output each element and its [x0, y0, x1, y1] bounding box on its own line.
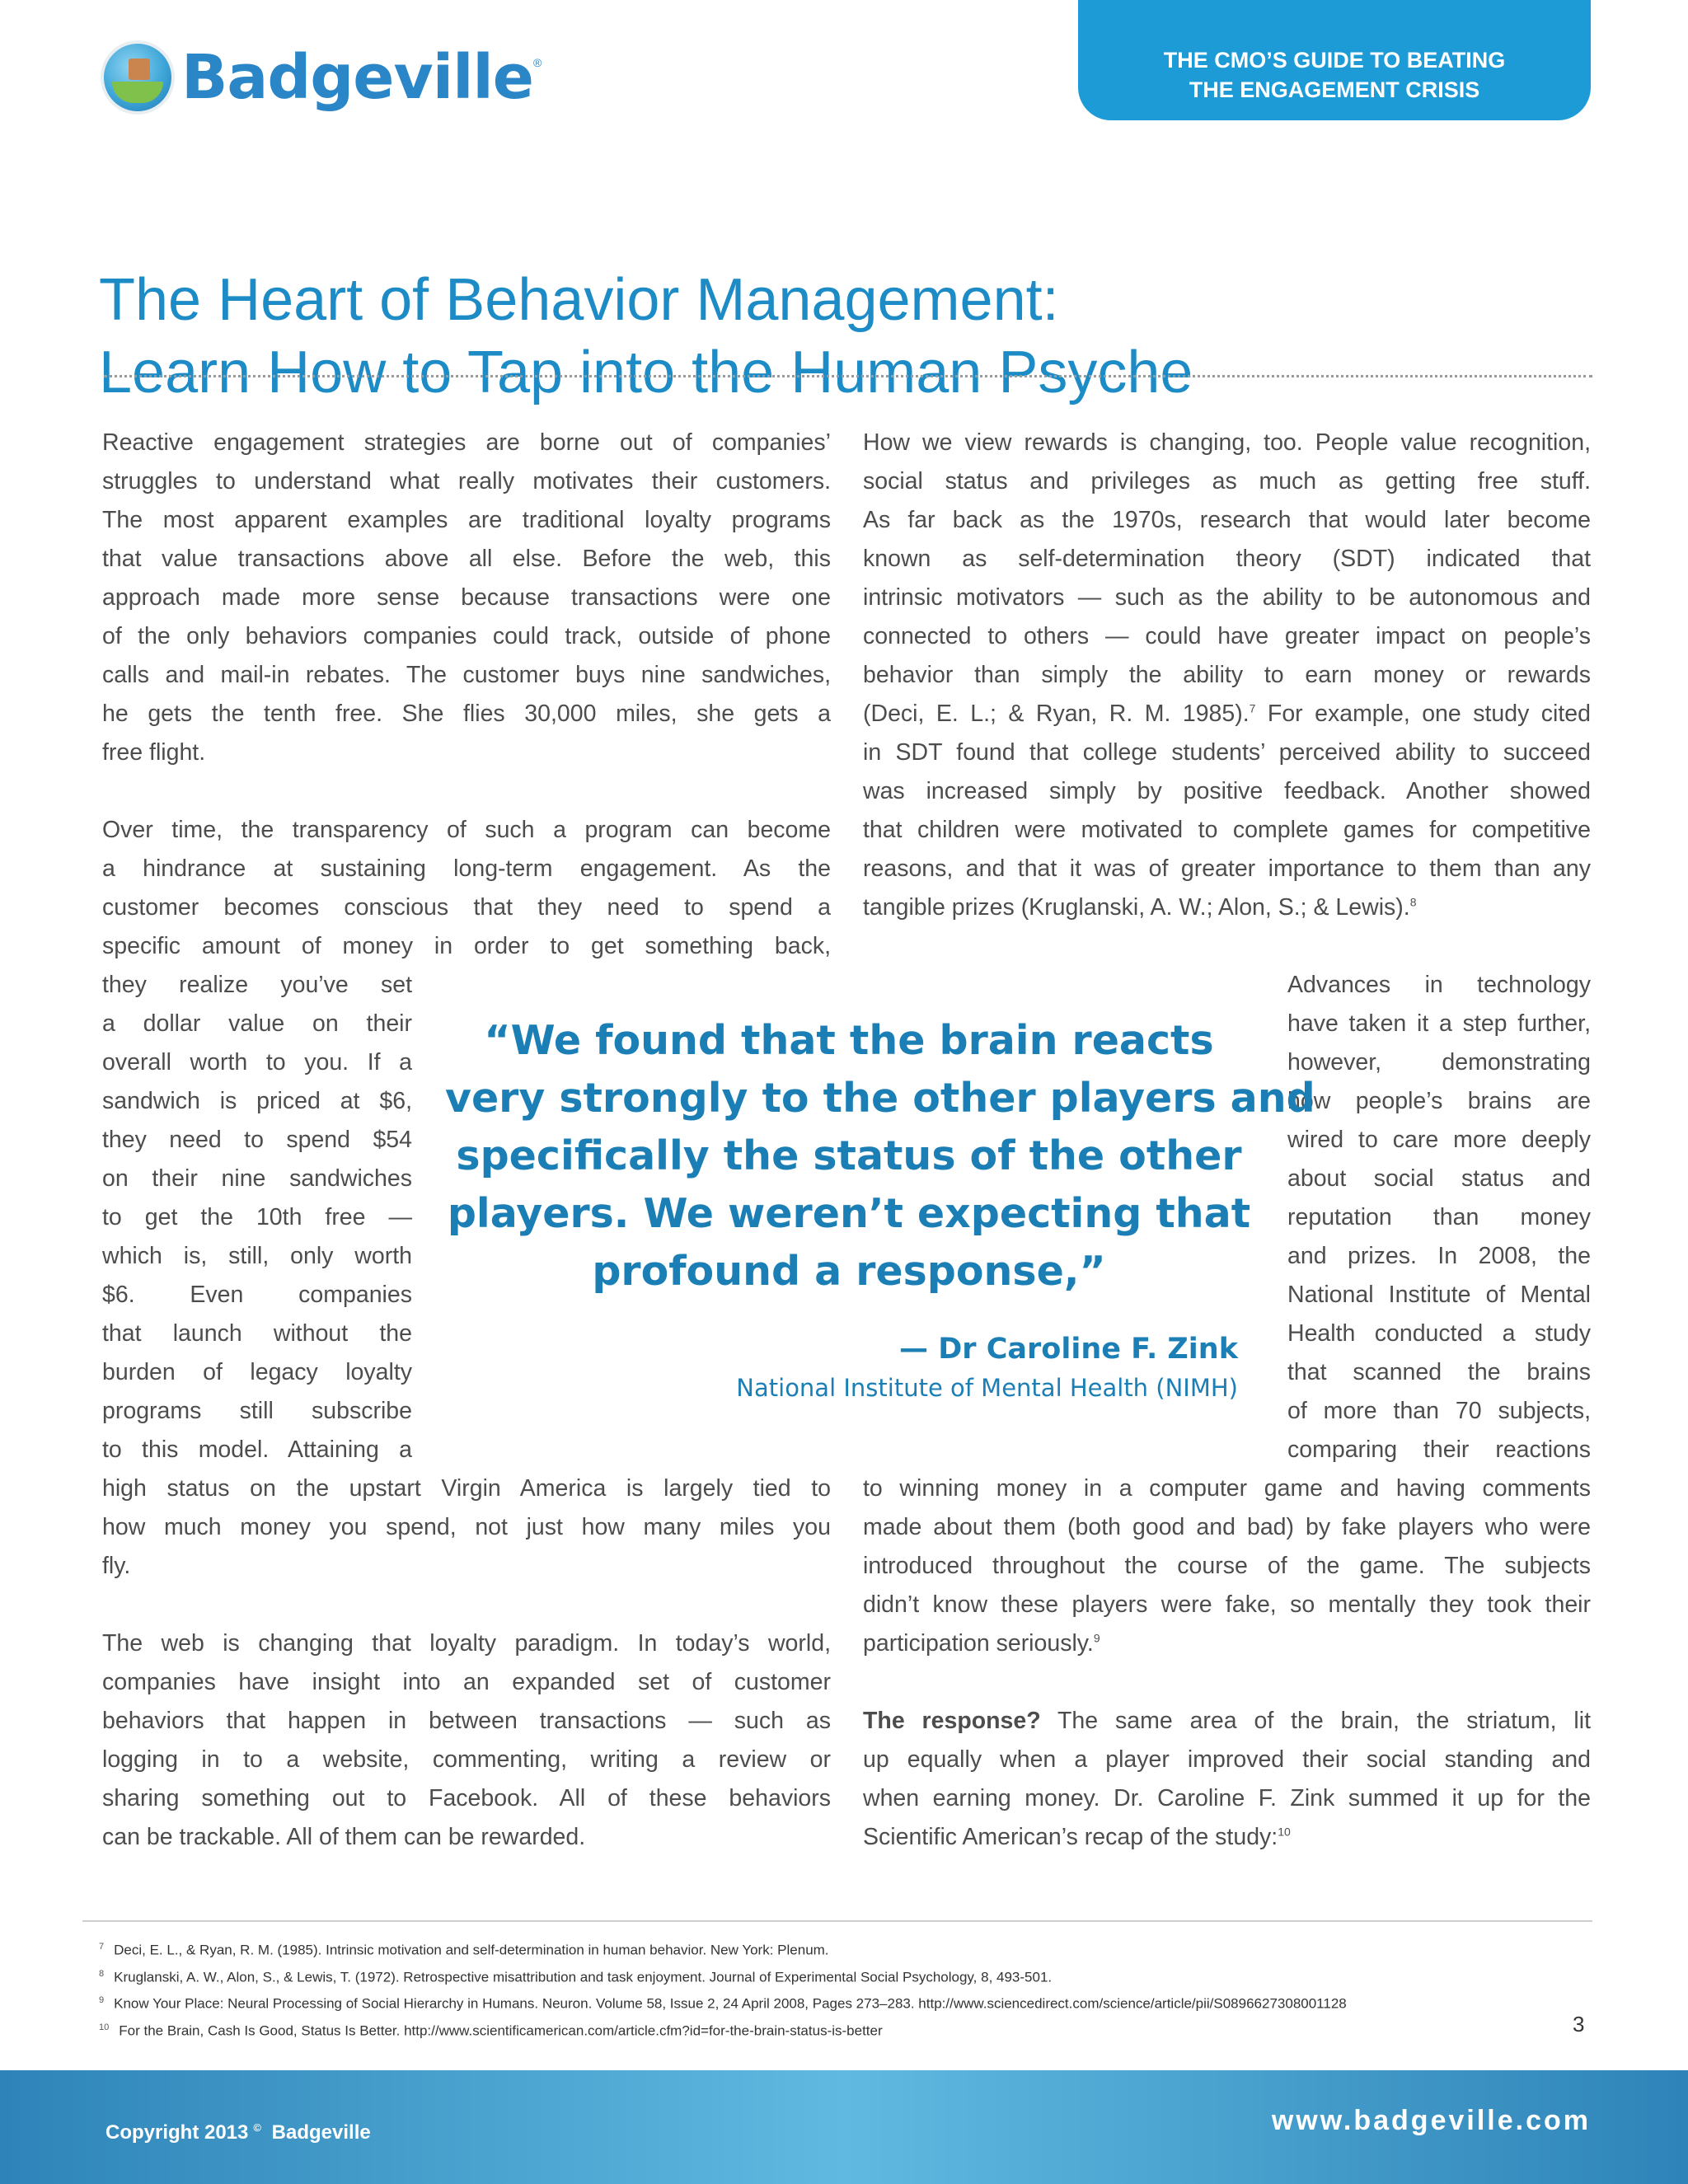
text-line: National Institute of Mental: [1287, 1282, 1591, 1308]
text-line: behaviors that happen in between transactions — such as: [102, 1708, 831, 1734]
citation-text: (Deci, E. L.; & Ryan, R. M. 1985).: [863, 701, 1250, 727]
footnote-text: Deci, E. L., & Ryan, R. M. (1985). Intrinsic motivation and self-determination in human behavior. New York: Plenum.: [114, 1942, 829, 1958]
footnote-text: Kruglanski, A. W., Alon, S., & Lewis, T. (1972). Retrospective misattribution and task enjoyment. Journal of Experimental Social Psychology, 8, 493-501.: [114, 1969, 1053, 1985]
footnote-item: [99, 1962, 1566, 1990]
registered-mark: ®: [533, 56, 542, 69]
right-p1-citation-line: [863, 695, 1591, 733]
logo-wordmark: Badgeville: [181, 42, 533, 113]
footnote-text: Know Your Place: Neural Processing of Social Hierarchy in Humans. Neuron. Volume 58, Issue 2, 24 April 2008, Pages 273–283. http://www.sciencedirect.com/science/article/pii/S0896627308001128: [114, 1995, 1347, 2012]
text-line: when earning money. Dr. Caroline F. Zink summed it up for the: [863, 1785, 1591, 1811]
text-line: free flight.: [102, 739, 206, 766]
footnote-ref-8[interactable]: 8: [1409, 895, 1417, 909]
text-line: in SDT found that college students’ perceived ability to succeed: [863, 739, 1591, 766]
text-line: connected to others — could have greater impact on people’s: [863, 623, 1591, 649]
text-line: logging in to a website, commenting, writing a review or: [102, 1746, 831, 1773]
left-paragraph-2-tail: [102, 1469, 831, 1586]
text-line: can be trackable. All of them can be rewarded.: [102, 1824, 586, 1850]
text-line: The most apparent examples are traditional loyalty programs: [102, 507, 831, 533]
text-line: of the only behaviors companies could track, outside of phone: [102, 623, 831, 649]
footnote-item: [99, 1935, 1566, 1962]
right-paragraph-1: [863, 424, 1591, 927]
text-line: that value transactions above all else. Before the web, this: [102, 546, 831, 572]
text-line: intrinsic motivators — such as the ability to be autonomous and: [863, 584, 1591, 611]
footnote-text: For the Brain, Cash Is Good, Status Is Better. http://www.scientificamerican.com/article.cfm?id=for-the-brain-status-is-better: [119, 2022, 883, 2039]
copyright-notice: [106, 2121, 371, 2144]
text-line: which is, still, only worth: [102, 1243, 412, 1269]
text-line: How we view rewards is changing, too. People value recognition,: [863, 429, 1591, 456]
right-p3-first-rest: The same area of the brain, the striatum, lit: [1040, 1708, 1591, 1734]
left-paragraph-2: [102, 811, 831, 966]
text-line: how people’s brains are: [1287, 1088, 1591, 1114]
text-line: Over time, the transparency of such a program can become: [102, 817, 831, 843]
footnote-number: 8: [99, 1968, 105, 1979]
quote-line: very strongly to the other players and: [445, 1075, 1315, 1122]
text-line: that scanned the brains: [1287, 1359, 1591, 1385]
text-line: Advances in technology: [1287, 972, 1591, 998]
footnote-number: 9: [99, 1995, 105, 2006]
guide-title-tab: [1078, 0, 1591, 120]
text-line: approach made more sense because transactions were one: [102, 584, 831, 611]
text-line: reputation than money: [1287, 1204, 1591, 1230]
footnote-item: [99, 2016, 1566, 2043]
right-paragraph-3: [863, 1702, 1591, 1857]
text-line: comparing their reactions: [1287, 1436, 1591, 1463]
text-line: sandwich is priced at $6,: [102, 1088, 412, 1114]
footnote-ref-9[interactable]: 9: [1093, 1631, 1100, 1645]
quote-organization: National Institute of Mental Health (NIMH): [736, 1374, 1238, 1402]
guide-title-line1: THE CMO’S GUIDE TO BEATING: [1163, 48, 1506, 73]
text-line: Health conducted a study: [1287, 1320, 1591, 1347]
quote-line: players. We weren’t expecting that: [447, 1190, 1251, 1237]
text-line: reasons, and that it was of greater importance to them than any: [863, 855, 1591, 882]
page-title-line1: The Heart of Behavior Management:: [99, 267, 1059, 334]
right-p3-last-text: Scientific American’s recap of the study:: [863, 1824, 1278, 1850]
text-line: didn’t know these players were fake, so mentally they took their: [863, 1591, 1591, 1618]
text-line: known as self-determination theory (SDT) indicated that: [863, 546, 1591, 572]
copyright-company: Badgeville: [271, 2121, 371, 2144]
left-paragraph-2-wrap: [102, 966, 412, 1469]
page-number: 3: [1573, 2012, 1585, 2036]
copyright-text: Copyright 2013: [106, 2121, 249, 2144]
text-line: $6. Even companies: [102, 1282, 412, 1308]
text-line: made about them (both good and bad) by fake players who were: [863, 1514, 1591, 1540]
text-line: on their nine sandwiches: [102, 1165, 412, 1192]
right-p3-last-line: [863, 1818, 1591, 1857]
right-p3-first-line: [863, 1702, 1591, 1741]
text-line: customer becomes conscious that they need to spend a: [102, 894, 831, 921]
right-paragraph-2-tail: [863, 1469, 1591, 1663]
right-paragraph-2-wrap: [1287, 966, 1591, 1469]
text-line: however, demonstrating: [1287, 1049, 1591, 1076]
guide-title-line2: THE ENGAGEMENT CRISIS: [1189, 77, 1480, 102]
footnotes: [99, 1935, 1566, 2043]
text-line: overall worth to you. If a: [102, 1049, 412, 1076]
left-paragraph-3: [102, 1624, 831, 1857]
badgeville-logo[interactable]: [101, 38, 542, 117]
citation-continuation: For example, one study cited: [1255, 701, 1591, 727]
quote-line: “We found that the brain reacts: [484, 1017, 1214, 1064]
text-line: how much money you spend, not just how many miles you: [102, 1514, 831, 1540]
text-line: and prizes. In 2008, the: [1287, 1243, 1591, 1269]
text-line: was increased simply by positive feedback. Another showed: [863, 778, 1591, 804]
text-line: they realize you’ve set: [102, 972, 412, 998]
text-line: Reactive engagement strategies are borne out of companies’: [102, 429, 831, 456]
right-p2-last-text: participation seriously.: [863, 1630, 1094, 1657]
copyright-symbol: ©: [253, 2121, 261, 2134]
quote-line: specifically the status of the other: [456, 1132, 1242, 1179]
text-line: to get the 10th free —: [102, 1204, 412, 1230]
text-line: have taken it a step further,: [1287, 1010, 1591, 1037]
quote-author: — Dr Caroline F. Zink: [899, 1333, 1238, 1366]
page-title: [99, 264, 1582, 409]
response-lead: The response?: [863, 1708, 1041, 1734]
text-line: to winning money in a computer game and having comments: [863, 1475, 1591, 1502]
footnote-number: 10: [99, 2022, 110, 2032]
text-line: of more than 70 subjects,: [1287, 1398, 1591, 1424]
text-line: programs still subscribe: [102, 1398, 412, 1424]
text-line: that children were motivated to complete games for competitive: [863, 817, 1591, 843]
footnote-item: [99, 1989, 1566, 2016]
right-p1-last-line: [863, 888, 1591, 927]
page-title-line2: Learn How to Tap into the Human Psyche: [99, 340, 1193, 406]
text-line: wired to care more deeply: [1287, 1127, 1591, 1153]
text-line: they need to spend $54: [102, 1127, 412, 1153]
text-line: companies have insight into an expanded set of customer: [102, 1669, 831, 1695]
text-line: introduced throughout the course of the game. The subjects: [863, 1553, 1591, 1579]
website-link[interactable]: www.badgeville.com: [1271, 2105, 1591, 2136]
text-line: As far back as the 1970s, research that would later become: [863, 507, 1591, 533]
title-divider: [104, 375, 1592, 377]
text-line: about social status and: [1287, 1165, 1591, 1192]
footnote-divider: [82, 1920, 1592, 1922]
text-line: a hindrance at sustaining long-term engagement. As the: [102, 855, 831, 882]
text-line: social status and privileges as much as getting free stuff.: [863, 468, 1591, 494]
footer-bar: [0, 2070, 1688, 2184]
text-line: he gets the tenth free. She flies 30,000 miles, she gets a: [102, 701, 831, 727]
text-line: to this model. Attaining a: [102, 1436, 412, 1463]
text-line: The web is changing that loyalty paradigm. In today’s world,: [102, 1630, 831, 1657]
right-p2-last-line: [863, 1624, 1591, 1663]
left-paragraph-1: [102, 424, 831, 772]
pull-quote: [445, 1012, 1315, 1301]
text-line: sharing something out to Facebook. All of these behaviors: [102, 1785, 831, 1811]
text-line: fly.: [102, 1553, 131, 1579]
text-line: up equally when a player improved their social standing and: [863, 1746, 1591, 1773]
quote-line: profound a response,”: [592, 1248, 1106, 1295]
text-line: behavior than simply the ability to earn money or rewards: [863, 662, 1591, 688]
text-line: high status on the upstart Virgin America is largely tied to: [102, 1475, 831, 1502]
text-line: specific amount of money in order to get something back,: [102, 933, 831, 959]
text-line: a dollar value on their: [102, 1010, 412, 1037]
footnote-ref-7[interactable]: 7: [1249, 701, 1256, 715]
text-line: that launch without the: [102, 1320, 412, 1347]
text-line: struggles to understand what really motivates their customers.: [102, 468, 831, 494]
text-line: burden of legacy loyalty: [102, 1359, 412, 1385]
badgeville-logo-icon: [101, 40, 175, 115]
text-line: calls and mail-in rebates. The customer buys nine sandwiches,: [102, 662, 831, 688]
footnote-number: 7: [99, 1942, 105, 1952]
quote-attribution: [736, 1329, 1238, 1406]
right-p1-last-text: tangible prizes (Kruglanski, A. W.; Alon, S.; & Lewis).: [863, 894, 1410, 921]
footnote-ref-10[interactable]: 10: [1278, 1825, 1291, 1839]
